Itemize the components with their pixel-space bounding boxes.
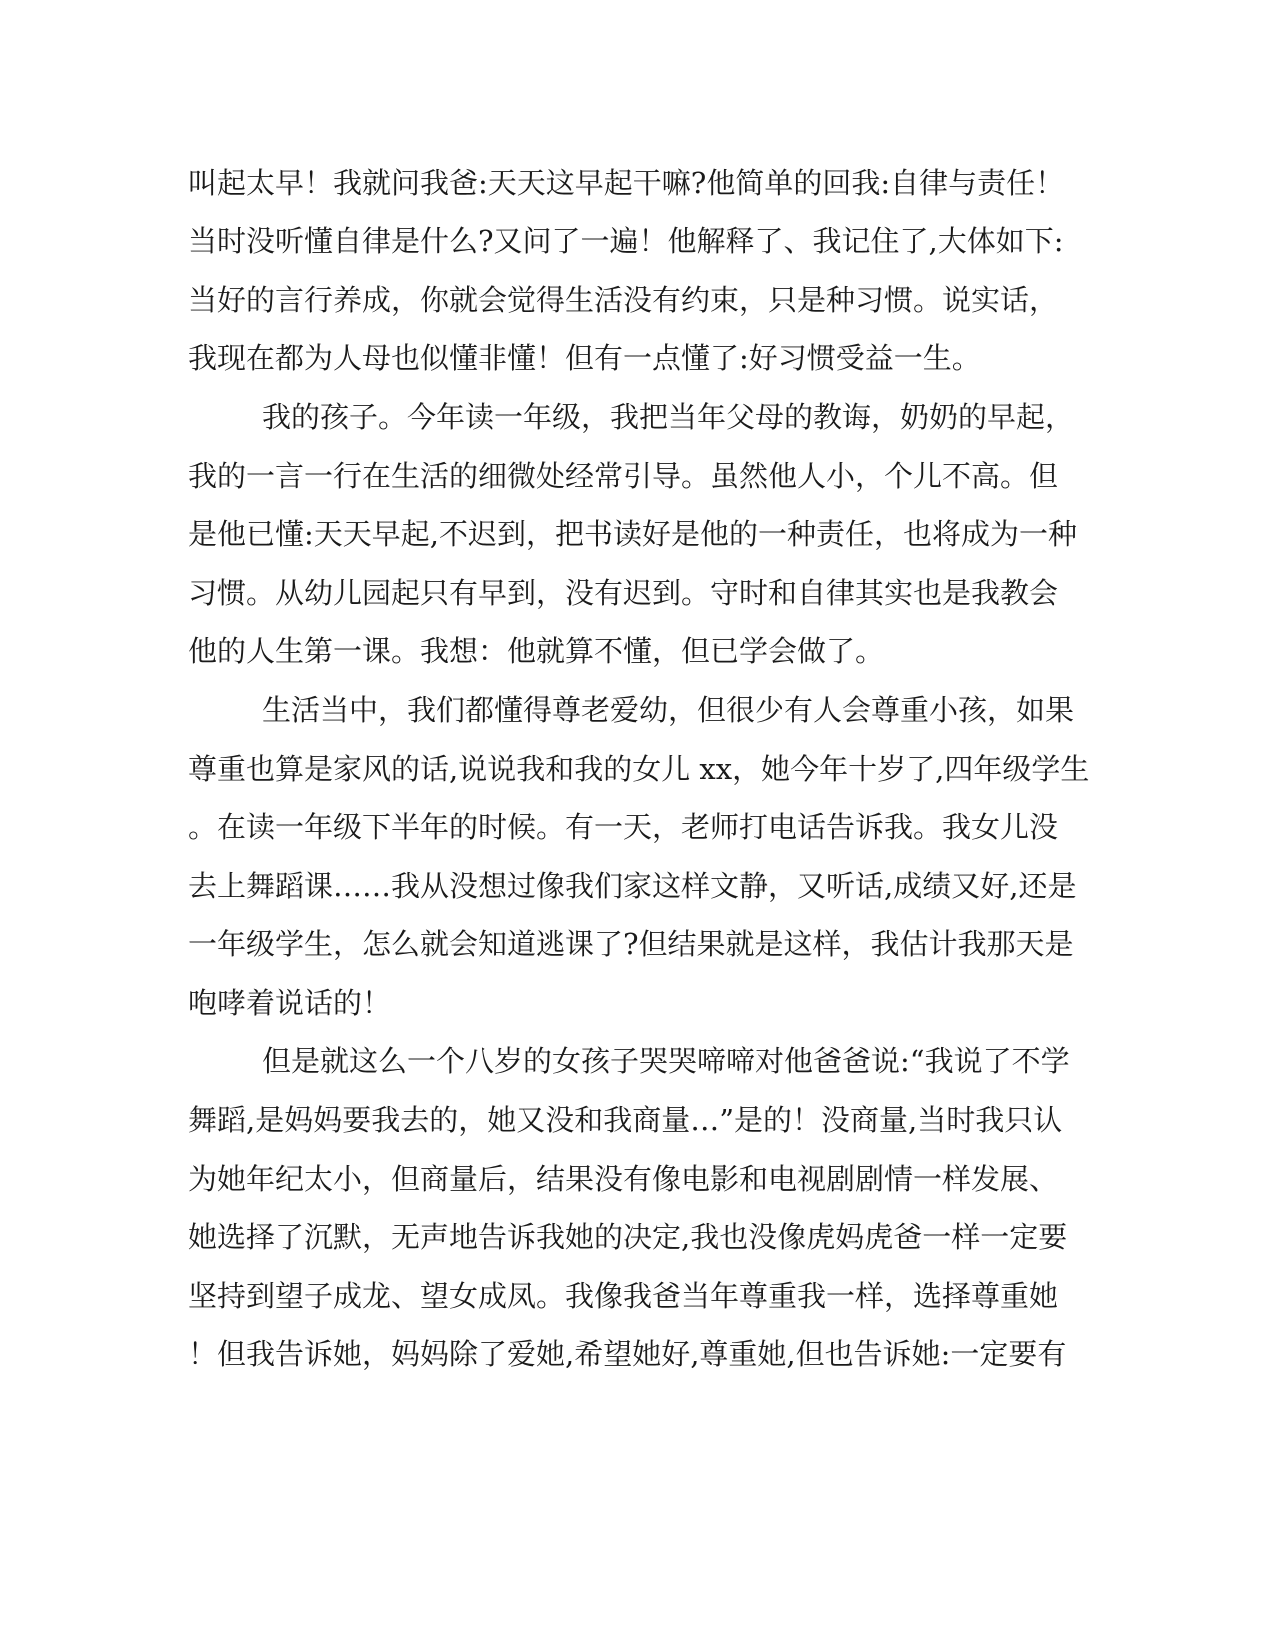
paragraph-3-line-5: 一年级学生，怎么就会知道逃课了?但结果就是这样，我估计我那天是 — [188, 927, 1074, 961]
paragraph-2-line-1: 我的孩子。今年读一年级，我把当年父母的教诲，奶奶的早起， — [262, 400, 1075, 434]
paragraph-2-line-4: 习惯。从幼儿园起只有早到，没有迟到。守时和自律其实也是我教会 — [188, 576, 1059, 610]
paragraph-2-line-5: 他的人生第一课。我想：他就算不懂，但已学会做了。 — [188, 634, 885, 668]
paragraph-4-line-5: 坚持到望子成龙、望女成凤。我像我爸当年尊重我一样，选择尊重她 — [188, 1279, 1059, 1313]
paragraph-2-line-2: 我的一言一行在生活的细微处经常引导。虽然他人小，个儿不高。但 — [188, 459, 1059, 493]
paragraph-1-line-3: 当好的言行养成，你就会觉得生活没有约束，只是种习惯。说实话， — [188, 283, 1059, 317]
paragraph-1-line-4: 我现在都为人母也似懂非懂！但有一点懂了:好习惯受益一生。 — [188, 341, 981, 375]
paragraph-4-line-3: 为她年纪太小，但商量后，结果没有像电影和电视剧剧情一样发展、 — [188, 1162, 1059, 1196]
paragraph-1-line-1: 叫起太早！我就问我爸:天天这早起干嘛?他简单的回我:自律与责任！ — [188, 166, 1065, 200]
paragraph-3-line-4: 去上舞蹈课……我从没想过像我们家这样文静，又听话,成绩又好,还是 — [188, 869, 1077, 903]
paragraph-4-line-6: ！但我告诉她，妈妈除了爱她,希望她好,尊重她,但也告诉她:一定要有 — [188, 1337, 1067, 1371]
paragraph-3-line-3: 。在读一年级下半年的时候。有一天，老师打电话告诉我。我女儿没 — [188, 810, 1059, 844]
paragraph-3-line-1: 生活当中，我们都懂得尊老爱幼，但很少有人会尊重小孩，如果 — [262, 693, 1075, 727]
paragraph-4-line-1: 但是就这么一个八岁的女孩子哭哭啼啼对他爸爸说:“我说了不学 — [262, 1044, 1070, 1078]
paragraph-3-line-6: 咆哮着说话的！ — [188, 986, 392, 1020]
paragraph-4-line-2: 舞蹈,是妈妈要我去的，她又没和我商量…”是的！没商量,当时我只认 — [188, 1103, 1063, 1137]
paragraph-2-line-3: 是他已懂:天天早起,不迟到，把书读好是他的一种责任，也将成为一种 — [188, 517, 1077, 551]
paragraph-3-line-2: 尊重也算是家风的话,说说我和我的女儿 xx，她今年十岁了,四年级学生 — [188, 752, 1090, 786]
paragraph-1-line-2: 当时没听懂自律是什么?又问了一遍！他解释了、我记住了,大体如下: — [188, 224, 1064, 258]
paragraph-4-line-4: 她选择了沉默，无声地告诉我她的决定,我也没像虎妈虎爸一样一定要 — [188, 1220, 1068, 1254]
